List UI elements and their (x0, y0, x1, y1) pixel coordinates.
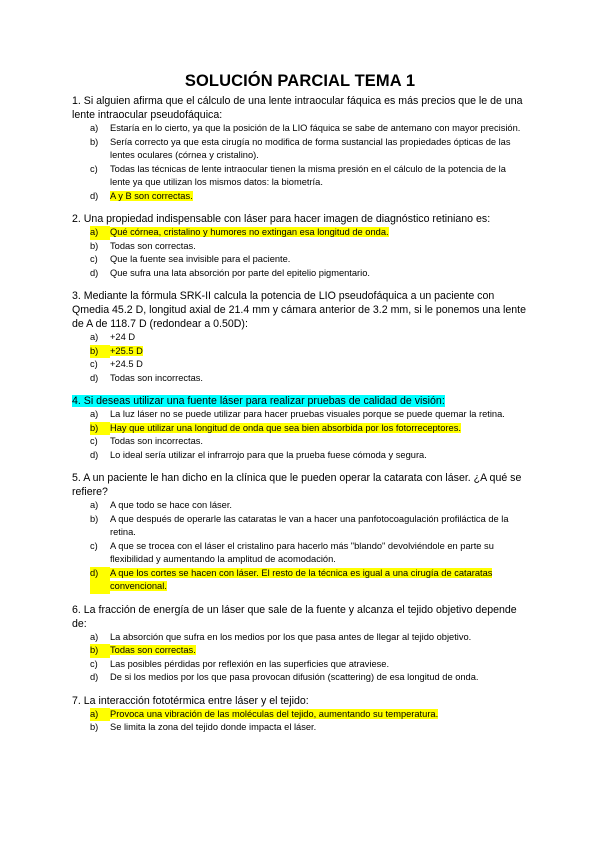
option-d (72, 671, 528, 685)
option-text: Todas son correctas. (110, 240, 196, 251)
option-letter: b) (90, 722, 99, 732)
options-list (72, 631, 528, 685)
option-text: Todas las técnicas de lente intraocular tienen la misma presión en el cálculo de la potencia de la lente ya que utilizan los mismos datos: la biometría. (110, 163, 506, 187)
option-text: Todas son incorrectas. (110, 372, 204, 383)
option-b-answer (72, 644, 528, 658)
option-text: +24 D (110, 332, 136, 342)
options-list (72, 499, 528, 594)
question-7 (72, 694, 528, 735)
option-c (72, 658, 528, 672)
option-text: A que todo se hace con láser. (110, 500, 232, 510)
highlighted-answer: A que los cortes se hacen con láser. El resto de la técnica es igual a una cirugía de cataratas convencional. (110, 567, 493, 591)
option-text: Sería correcto ya que esta cirugía no modifica de forma sustancial las propiedades ópticas de las lentes oculares (córnea y cristalino). (110, 136, 511, 160)
option-text: Que la fuente sea invisible para el paciente. (110, 254, 291, 264)
question-text: 6. La fracción de energía de un láser que sale de la fuente y alcanza el tejido objetivo depende de: (72, 603, 517, 630)
option-letter: b) (90, 422, 110, 436)
option-text: Se limita la zona del tejido donde impacta el láser. (110, 722, 317, 732)
option-letter: d) (90, 190, 99, 201)
option-d (72, 449, 528, 463)
option-text: Las posibles pérdidas por reflexión en las superficies que atraviese. (110, 658, 390, 669)
option-text: La luz láser no se puede utilizar para hacer pruebas visuales porque se puede quemar la retina. (110, 409, 505, 419)
option-c (72, 540, 528, 567)
option-d-answer (72, 567, 528, 594)
option-text: +24.5 D (110, 359, 143, 369)
option-b (72, 136, 528, 163)
question-1 (72, 94, 528, 203)
question-3 (72, 289, 528, 385)
options-list (72, 708, 528, 735)
option-d (72, 372, 528, 386)
option-c (72, 435, 528, 449)
option-letter: a) (90, 708, 110, 722)
option-b-answer (72, 422, 528, 436)
question-5 (72, 471, 528, 594)
option-letter: a) (90, 226, 110, 240)
option-c (72, 358, 528, 372)
options-list (72, 408, 528, 462)
highlighted-answer: A y B son correctas. (110, 190, 193, 201)
option-b (72, 513, 528, 540)
question-6 (72, 603, 528, 685)
option-letter: c) (90, 359, 98, 369)
options-list (72, 226, 528, 280)
option-a (72, 499, 528, 513)
option-a (72, 122, 528, 136)
option-text: A que después de operarle las cataratas le van a hacer una panfotocoagulación profiláctica de la retina. (110, 513, 509, 537)
page-title: SOLUCIÓN PARCIAL TEMA 1 (184, 72, 416, 90)
option-a (72, 331, 528, 345)
option-letter: d) (90, 567, 110, 594)
option-letter: d) (90, 449, 99, 460)
option-letter: b) (90, 644, 110, 658)
option-letter: b) (90, 345, 110, 359)
option-a (72, 408, 528, 422)
highlighted-answer: Qué córnea, cristalino y humores no extingan esa longitud de onda. (110, 227, 389, 237)
option-a-answer (72, 708, 528, 722)
question-text: 2. Una propiedad indispensable con láser para hacer imagen de diagnóstico retiniano es: (72, 213, 491, 225)
option-letter: a) (90, 500, 99, 510)
option-letter: c) (90, 436, 98, 446)
option-a (72, 631, 528, 645)
option-text: Estaría en lo cierto, ya que la posición de la LIO fáquica se sabe de antemano con mayor precisión. (110, 123, 521, 133)
option-letter: a) (90, 631, 99, 642)
option-letter: b) (90, 513, 99, 524)
option-letter: c) (90, 540, 98, 551)
option-letter: d) (90, 372, 99, 383)
option-a-answer (72, 226, 528, 240)
option-letter: d) (90, 267, 99, 278)
option-letter: b) (90, 136, 99, 147)
options-list (72, 122, 528, 203)
question-text: 5. A un paciente le han dicho en la clínica que le pueden operar la catarata con láser. ¿A qué se refiere? (72, 472, 522, 498)
question-text-highlighted: 4. Si deseas utilizar una fuente láser para realizar pruebas de calidad de visión: (72, 395, 445, 407)
option-b (72, 721, 528, 735)
option-text: La absorción que sufra en los medios por los que pasa antes de llegar al tejido objetivo. (110, 631, 472, 642)
option-text: A que se trocea con el láser el cristalino para hacerlo más "blando" devolviéndole en parte su flexibilidad y aumentando la amplitud de acomodación. (110, 540, 494, 564)
question-2 (72, 212, 528, 280)
options-list (72, 331, 528, 385)
option-letter: c) (90, 254, 98, 264)
option-c (72, 163, 528, 190)
option-letter: c) (90, 658, 98, 669)
highlighted-answer: +25.5 D (110, 345, 143, 356)
option-text: De si los medios por los que pasa provocan difusión (scattering) de esa longitud de onda. (110, 672, 479, 682)
highlighted-answer: Provoca una vibración de las moléculas del tejido, aumentando su temperatura. (110, 708, 439, 719)
option-d (72, 267, 528, 281)
option-text: Lo ideal sería utilizar el infrarrojo para que la prueba fuese cómoda y segura. (110, 449, 427, 460)
question-text: 7. La interacción fototérmica entre láser y el tejido: (72, 694, 309, 707)
option-text: Que sufra una lata absorción por parte del epitelio pigmentario. (110, 267, 370, 278)
question-text: 3. Mediante la fórmula SRK-II calcula la potencia de LIO pseudofáquica a un paciente con Qmedia 45.2 D, longitud axial de 21.4 mm y cámara anterior de 3.2 mm, si le ponemos una lente de A de 118.7 D (redondear a 0.50D): (72, 290, 527, 330)
option-letter: c) (90, 163, 98, 174)
option-letter: b) (90, 240, 99, 251)
option-d-answer (72, 190, 528, 204)
option-letter: a) (90, 409, 99, 419)
option-b (72, 240, 528, 254)
question-4 (72, 394, 528, 462)
option-text: Todas son incorrectas. (110, 436, 204, 446)
highlighted-answer: Todas son correctas. (110, 645, 196, 655)
option-letter: a) (90, 123, 99, 133)
option-c (72, 253, 528, 267)
highlighted-answer: Hay que utilizar una longitud de onda que sea bien absorbida por los fotorreceptores. (110, 422, 461, 433)
question-text: 1. Si alguien afirma que el cálculo de una lente intraocular fáquica es más precios que le de una lente intraocular pseudofáquica: (72, 95, 523, 121)
option-b-answer (72, 345, 528, 359)
option-letter: d) (90, 672, 99, 682)
option-letter: a) (90, 332, 99, 342)
